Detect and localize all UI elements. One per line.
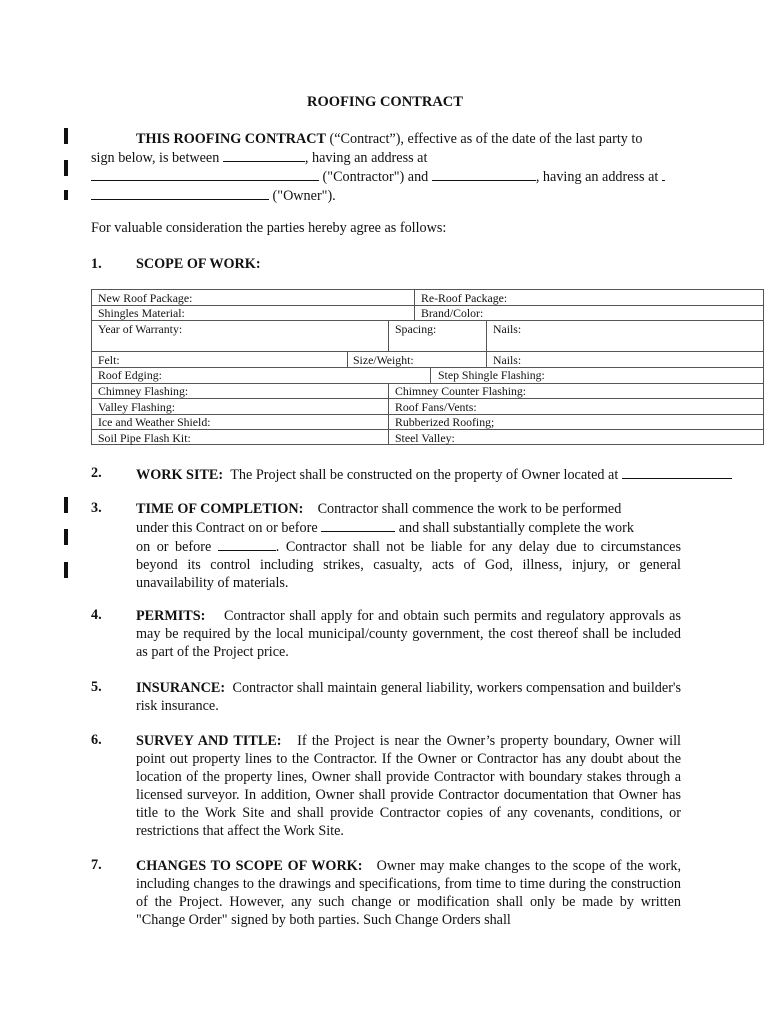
section-3-heading: TIME OF COMPLETION:	[136, 501, 304, 517]
intro-line3b: , having an address at	[535, 169, 659, 185]
section-3-text-d: on or before	[136, 539, 212, 555]
cell-nails-1: Nails:	[493, 322, 522, 336]
revision-bar	[64, 562, 68, 578]
section-5-text: Contractor shall maintain general liability, workers compensation and builder's risk insurance.	[136, 680, 682, 714]
cell-chimney-flashing: Chimney Flashing:	[98, 384, 189, 398]
section-5-heading: INSURANCE:	[136, 680, 226, 696]
section-3-text-c: and shall substantially complete the work	[398, 520, 634, 536]
intro-lead: THIS ROOFING CONTRACT	[136, 131, 326, 147]
cell-brand-color: Brand/Color:	[421, 306, 484, 320]
section-3-text-e: . Contractor shall not be liable for any delay due to circumstances beyond its control including strikes, casualty, acts of God, illness, injury, or general unavailability of materials.	[136, 539, 681, 591]
cell-roof-fans-vents: Roof Fans/Vents:	[395, 400, 477, 414]
owner-address-field[interactable]	[662, 167, 665, 181]
contractor-address-field[interactable]	[91, 167, 319, 181]
intro-line2b: , having an address at	[304, 150, 428, 166]
section-4-heading: PERMITS:	[136, 608, 206, 624]
section-3-number: 3.	[91, 500, 102, 516]
intro-line1: (“Contract”), effective as of the date of the last party to	[325, 131, 643, 147]
section-6-heading: SURVEY AND TITLE:	[136, 733, 282, 749]
intro-line2a: sign below, is between	[91, 150, 220, 166]
cell-size-weight: Size/Weight:	[353, 353, 414, 367]
revision-bar	[64, 128, 68, 144]
commence-date-field[interactable]	[321, 518, 395, 532]
cell-rubberized-roofing: Rubberized Roofing;	[395, 415, 495, 429]
cell-steel-valley: Steel Valley:	[395, 431, 455, 445]
section-3-body	[136, 500, 681, 592]
section-5-body	[136, 679, 681, 715]
section-2-number: 2.	[91, 465, 102, 481]
section-3-text-a: Contractor shall commence the work to be performed	[317, 501, 622, 517]
revision-bar	[64, 190, 68, 200]
cell-shingles-material: Shingles Material:	[98, 306, 185, 320]
cell-felt: Felt:	[98, 353, 120, 367]
section-6-body	[136, 732, 681, 840]
owner-address-field-2[interactable]	[91, 186, 269, 200]
cell-spacing: Spacing:	[395, 322, 437, 336]
section-7-number: 7.	[91, 857, 102, 873]
work-site-address-field[interactable]	[622, 465, 732, 479]
cell-ice-weather-shield: Ice and Weather Shield:	[98, 415, 211, 429]
section-6-text: If the Project is near the Owner’s property boundary, Owner will point out property lines to the Contractor. If the Owner or Contractor has any doubt about the location of the property lines, Owner shall provide Contractor with boundary stakes through a licensed surveyor. In addition, Owner shall provide Contractor documentation that Owner has title to the Work Site and shall provide Contractor copies of any covenants, conditions, or restrictions that affect the Work Site.	[136, 733, 681, 839]
document-title: ROOFING CONTRACT	[307, 94, 463, 110]
contractor-name-field[interactable]	[223, 148, 305, 162]
section-4-number: 4.	[91, 607, 102, 623]
owner-name-field[interactable]	[432, 167, 536, 181]
completion-date-field[interactable]	[218, 537, 276, 551]
section-3-text-b: under this Contract on or before	[136, 520, 318, 536]
intro-paragraph	[91, 130, 681, 205]
section-4-body	[136, 607, 681, 661]
section-2-heading: WORK SITE:	[136, 467, 224, 483]
revision-bar	[64, 529, 68, 545]
cell-reroof-package: Re-Roof Package:	[421, 291, 508, 305]
revision-bar	[64, 497, 68, 513]
cell-step-shingle-flashing: Step Shingle Flashing:	[438, 368, 545, 382]
intro-line4: ("Owner").	[269, 188, 336, 204]
consideration-text: For valuable consideration the parties hereby agree as follows:	[91, 220, 447, 236]
cell-year-of-warranty: Year of Warranty:	[98, 322, 183, 336]
cell-roof-edging: Roof Edging:	[98, 368, 162, 382]
section-1-heading: SCOPE OF WORK:	[136, 256, 261, 272]
intro-line3a: ("Contractor") and	[319, 169, 429, 185]
section-1-number: 1.	[91, 256, 102, 272]
cell-new-roof-package: New Roof Package:	[98, 291, 193, 305]
section-7-text: Owner may make changes to the scope of the work, including changes to the drawings and specifications, from time to time during the construction of the Project. However, any such change or modification shall only be made by written "Change Order" signed by both parties. Such Change Orders shall	[136, 858, 681, 928]
section-7-heading: CHANGES TO SCOPE OF WORK:	[136, 858, 363, 874]
cell-nails-2: Nails:	[493, 353, 522, 367]
section-7-body	[136, 857, 681, 929]
section-5-number: 5.	[91, 679, 102, 695]
scope-table	[91, 289, 764, 445]
section-2-text: The Project shall be constructed on the property of Owner located at	[230, 467, 619, 483]
revision-bar	[64, 160, 68, 176]
section-6-number: 6.	[91, 732, 102, 748]
section-2-body	[136, 465, 770, 484]
cell-chimney-counter-flashing: Chimney Counter Flashing:	[395, 384, 527, 398]
cell-valley-flashing: Valley Flashing:	[98, 400, 176, 414]
cell-soil-pipe-flash-kit: Soil Pipe Flash Kit:	[98, 431, 191, 445]
section-4-text: Contractor shall apply for and obtain such permits and regulatory approvals as may be required by the local municipal/county government, the cost thereof shall be included as part of the Project price.	[136, 608, 681, 660]
